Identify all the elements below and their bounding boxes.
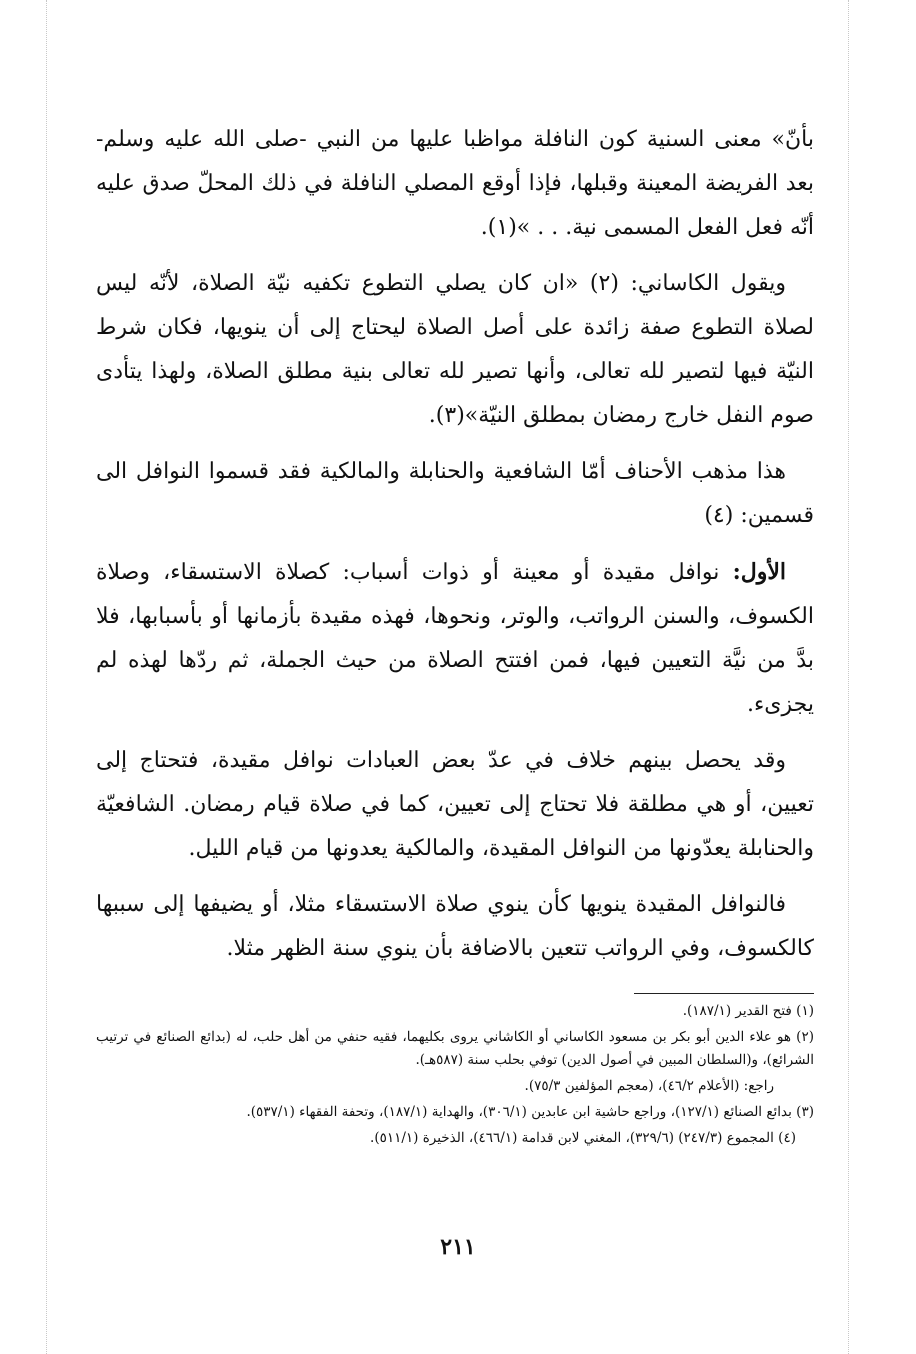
paragraph-text: هذا مذهب الأحناف أمّا الشافعية والحنابلة والمالكية فقد قسموا النوافل الى قسمين: (٤) xyxy=(96,459,814,528)
right-margin-dots xyxy=(848,0,851,1354)
document-page xyxy=(96,118,814,1153)
footnote-1: (١) فتح القدير (١٨٧/١). xyxy=(682,1003,814,1019)
footnote-2-continued: راجع: (الأعلام ٤٦/٢)، (معجم المؤلفين ٧٥/٣). xyxy=(524,1078,774,1094)
paragraph-5 xyxy=(96,739,814,871)
left-margin-dots xyxy=(46,0,49,1354)
footnote-separator xyxy=(634,993,814,994)
paragraph-6 xyxy=(96,883,814,971)
paragraph-1 xyxy=(96,118,814,250)
footnotes xyxy=(96,1000,814,1150)
footnote-2: (٢) هو علاء الدين أبو بكر بن مسعود الكاساني أو الكاشاني يروى بكليهما، فقيه حنفي من أهل حلب، له (بدائع الصنائع في ترتيب الشرائع)، و(السلطان المبين في أصول الدين) توفي بحلب سنة (٥٨٧هـ). xyxy=(96,1029,814,1068)
paragraph-text: بأنّ» معنى السنية كون النافلة مواظبا عليها من النبي -صلى الله عليه وسلم- بعد الفريضة المعينة وقبلها، فإذا أوقع المصلي النافلة في ذلك المحلّ صدق عليه أنّه فعل الفعل المسمى نية. . . »(١). xyxy=(96,127,814,240)
paragraph-3 xyxy=(96,450,814,538)
paragraph-2 xyxy=(96,262,814,438)
page-number: ٢١١ xyxy=(440,1234,476,1260)
paragraph-text: وقد يحصل بينهم خلاف في عدّ بعض العبادات نوافل مقيدة، فتحتاج إلى تعيين، أو هي مطلقة فلا تحتاج إلى تعيين، كما في صلاة قيام رمضان. الشافعيّة والحنابلة يعدّونها من النوافل المقيدة، والمالكية يعدونها من قيام الليل. xyxy=(96,748,814,861)
paragraph-lead: الأول: xyxy=(732,559,786,585)
footnote-3: (٣) بدائع الصنائع (١٢٧/١)، وراجع حاشية ابن عابدين (٣٠٦/١)، والهداية (١٨٧/١)، وتحفة الفقهاء (٥٣٧/١). xyxy=(246,1104,814,1120)
paragraph-text: ويقول الكاساني: (٢) «ان كان يصلي التطوع تكفيه نيّة الصلاة، لأنّه ليس لصلاة التطوع صفة زائدة على أصل الصلاة ليحتاج إلى أن ينويها، فكان شرط النيّة فيها لتصير لله تعالى، وأنها تصير لله تعالى بنية مطلق الصلاة، ولهذا يتأدى صوم النفل خارج رمضان بمطلق النيّة»(٣). xyxy=(96,271,814,428)
footnote-separator-wrap xyxy=(96,983,814,1000)
paragraph-4 xyxy=(96,550,814,727)
footnote-4: (٤) المجموع (٢٤٧/٣) (٣٢٩/٦)، المغني لابن قدامة (٤٦٦/١)، الذخيرة (٥١١/١). xyxy=(370,1130,796,1146)
paragraph-text: فالنوافل المقيدة ينويها كأن ينوي صلاة الاستسقاء مثلا، أو يضيفها إلى سببها كالكسوف، وفي الرواتب تتعين بالاضافة بأن ينوي سنة الظهر مثلا. xyxy=(96,892,814,961)
paragraph-text: نوافل مقيدة أو معينة أو ذوات أسباب: كصلاة الاستسقاء، وصلاة الكسوف، والسنن الرواتب، والوتر، ونحوها، فهذه مقيدة بأزمانها أو بأسبابها، فلا بدَّ من نيَّة التعيين فيها، فمن افتتح الصلاة من حيث الجملة، ثم ردّها لهذه لم يجزىء. xyxy=(96,560,814,717)
